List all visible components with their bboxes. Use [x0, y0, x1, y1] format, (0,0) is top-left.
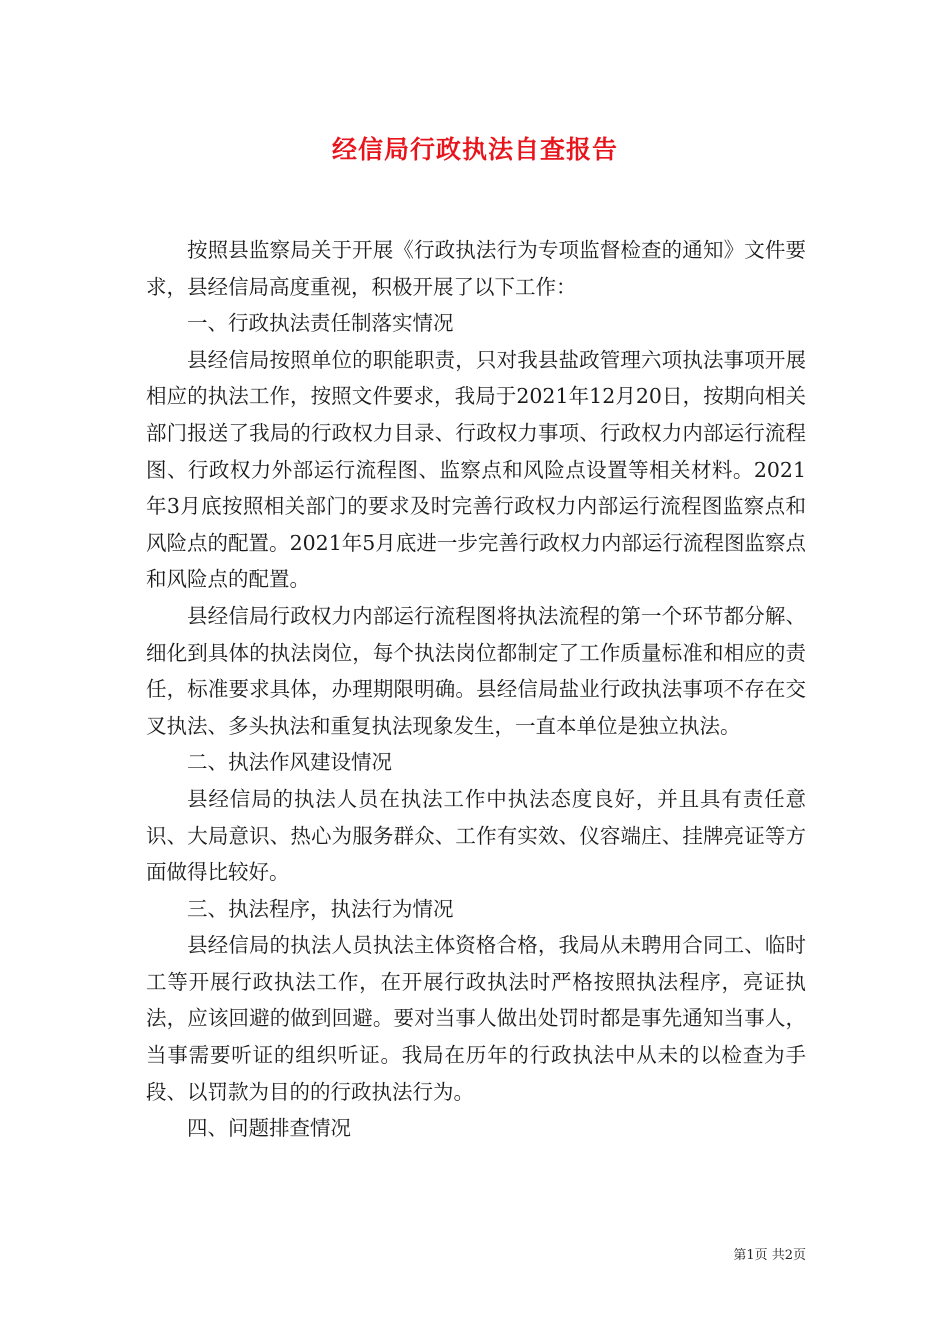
section-heading-1: 一、行政执法责任制落实情况 — [187, 311, 454, 336]
section-heading-2: 二、执法作风建设情况 — [187, 750, 392, 775]
section-1-paragraph-2: 县经信局行政权力内部运行流程图将执法流程的第一个环节都分解、细化到具体的执法岗位，每个执法岗位都制定了工作质量标准和相应的责任，标准要求具体，办理期限明确。县经信局盐业行政执法事项不存在交叉执法、多头执法和重复执法现象发生，一直本单位是独立执法。 — [146, 603, 806, 738]
document-body — [146, 232, 806, 1147]
intro-paragraph: 按照县监察局关于开展《行政执法行为专项监督检查的通知》文件要求，县经信局高度重视，积极开展了以下工作： — [146, 238, 806, 299]
section-heading-4: 四、问题排查情况 — [187, 1116, 351, 1141]
page-number-footer: 第1页 共2页 — [733, 1248, 806, 1263]
section-2-paragraph: 县经信局的执法人员在执法工作中执法态度良好，并且具有责任意识、大局意识、热心为服务群众、工作有实效、仪容端庄、挂牌亮证等方面做得比较好。 — [146, 786, 806, 885]
document-title: 经信局行政执法自查报告 — [331, 135, 618, 164]
section-heading-3: 三、执法程序，执法行为情况 — [187, 896, 454, 921]
section-3-paragraph: 县经信局的执法人员执法主体资格合格，我局从未聘用合同工、临时工等开展行政执法工作，在开展行政执法时严格按照执法程序，亮证执法，应该回避的做到回避。要对当事人做出处罚时都是事先通知当事人，当事需要听证的组织听证。我局在历年的行政执法中从未的以检查为手段、以罚款为目的的行政执法行为。 — [146, 933, 806, 1104]
section-1-paragraph-1: 县经信局按照单位的职能职责，只对我县盐政管理六项执法事项开展相应的执法工作，按照文件要求，我局于2021年12月20日，按期向相关部门报送了我局的行政权力目录、行政权力事项、行政权力内部运行流程图、行政权力外部运行流程图、监察点和风险点设置等相关材料。2021年3月底按照相关部门的要求及时完善行政权力内部运行流程图监察点和风险点的配置。2021年5月底进一步完善行政权力内部运行流程图监察点和风险点的配置。 — [146, 347, 806, 592]
